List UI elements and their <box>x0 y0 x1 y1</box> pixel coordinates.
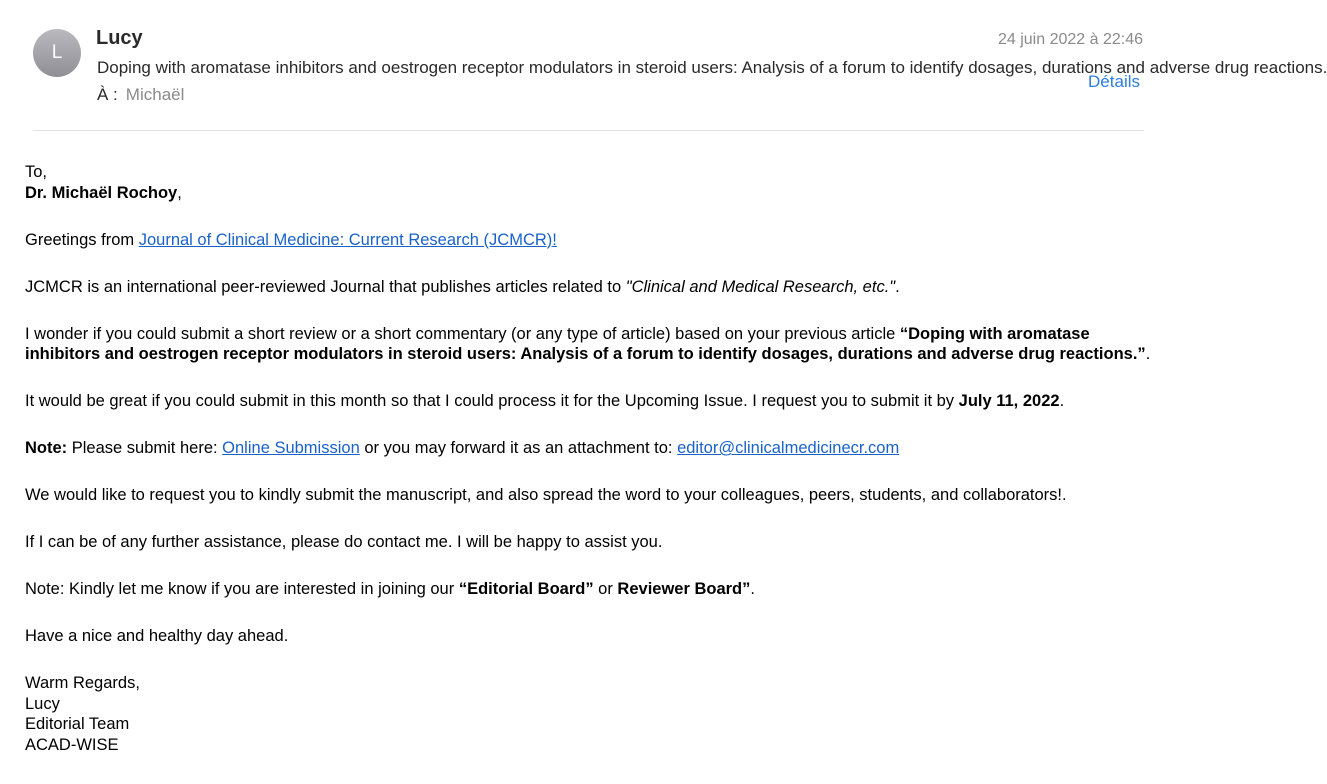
greeting-paragraph <box>25 230 1160 251</box>
note-middle: or you may forward it as an attachment to: <box>359 439 678 458</box>
deadline-prefix: It would be great if you could submit in this month so that I could process it for the Upcoming Issue. I request you to submit it by <box>25 392 959 411</box>
signature-team: Editorial Team <box>25 715 130 734</box>
board-paragraph <box>25 579 1160 600</box>
board-prefix: Note: Kindly let me know if you are interested in joining our <box>25 580 459 599</box>
recipient-line: Dr. Michaël Rochoy <box>25 183 178 202</box>
recipient-name[interactable]: Michaël <box>125 85 185 104</box>
online-submission-link[interactable]: Online Submission <box>222 439 360 458</box>
note-label: Note: <box>25 439 68 458</box>
spread-paragraph <box>25 485 1160 506</box>
details-button[interactable]: Détails <box>1088 72 1140 91</box>
about-prefix: JCMCR is an international peer-reviewed Journal that publishes articles related to <box>25 277 626 296</box>
spread-text: We would like to request you to kindly submit the manuscript, and also spread the word to your colleagues, peers, students, and collaborators!. <box>25 486 1067 505</box>
journal-link[interactable]: Journal of Clinical Medicine: Current Research (JCMCR)! <box>138 230 557 249</box>
assist-text: If I can be of any further assistance, please do contact me. I will be happy to assist you. <box>25 533 663 552</box>
about-paragraph <box>25 277 1160 298</box>
article-title: “Doping with aromatase inhibitors and oestrogen receptor modulators in steroid users: Analysis of a forum to identify dosages, durations and adverse drug reactions.” <box>25 324 1146 364</box>
greeting-prefix: Greetings from <box>25 230 139 249</box>
editorial-board: “Editorial Board” <box>458 580 594 599</box>
salutation-block <box>25 162 1160 203</box>
signature-org: ACAD-WISE <box>25 735 119 754</box>
message-subject: Doping with aromatase inhibitors and oestrogen receptor modulators in steroid users: Analysis of a forum to identify dosages, durations and adverse drug reactions. <box>97 58 1327 77</box>
signature-name: Lucy <box>25 694 60 713</box>
request-prefix: I wonder if you could submit a short review or a short commentary (or any type of article) based on your previous article <box>25 324 900 343</box>
closing-paragraph <box>25 626 1160 647</box>
reviewer-board: Reviewer Board” <box>617 580 751 599</box>
recipient-row <box>97 85 184 105</box>
signature-block <box>25 673 1160 755</box>
deadline-suffix: . <box>1059 392 1065 411</box>
request-suffix: . <box>1145 345 1151 364</box>
sender-name: Lucy <box>96 27 143 49</box>
about-topic: "Clinical and Medical Research, etc." <box>625 277 896 296</box>
message-header <box>0 0 1327 131</box>
message-date: 24 juin 2022 à 22:46 <box>997 31 1143 48</box>
assist-paragraph <box>25 532 1160 553</box>
deadline-date: July 11, 2022 <box>958 392 1060 411</box>
request-paragraph <box>25 324 1160 365</box>
signoff: Warm Regards, <box>25 674 140 693</box>
board-or: or <box>593 580 618 599</box>
header-divider <box>33 130 1144 131</box>
to-label: À : <box>97 85 118 104</box>
deadline-paragraph <box>25 391 1160 412</box>
about-suffix: . <box>895 277 900 296</box>
editor-email-link[interactable]: editor@clinicalmedicinecr.com <box>677 439 900 458</box>
recipient-comma: , <box>177 183 182 202</box>
sender-avatar: L <box>33 29 81 77</box>
note-paragraph <box>25 438 1160 459</box>
note-text: Please submit here: <box>67 439 223 458</box>
message-body <box>25 162 1160 755</box>
board-suffix: . <box>750 580 755 599</box>
salutation: To, <box>25 163 48 181</box>
closing-text: Have a nice and healthy day ahead. <box>25 627 289 646</box>
